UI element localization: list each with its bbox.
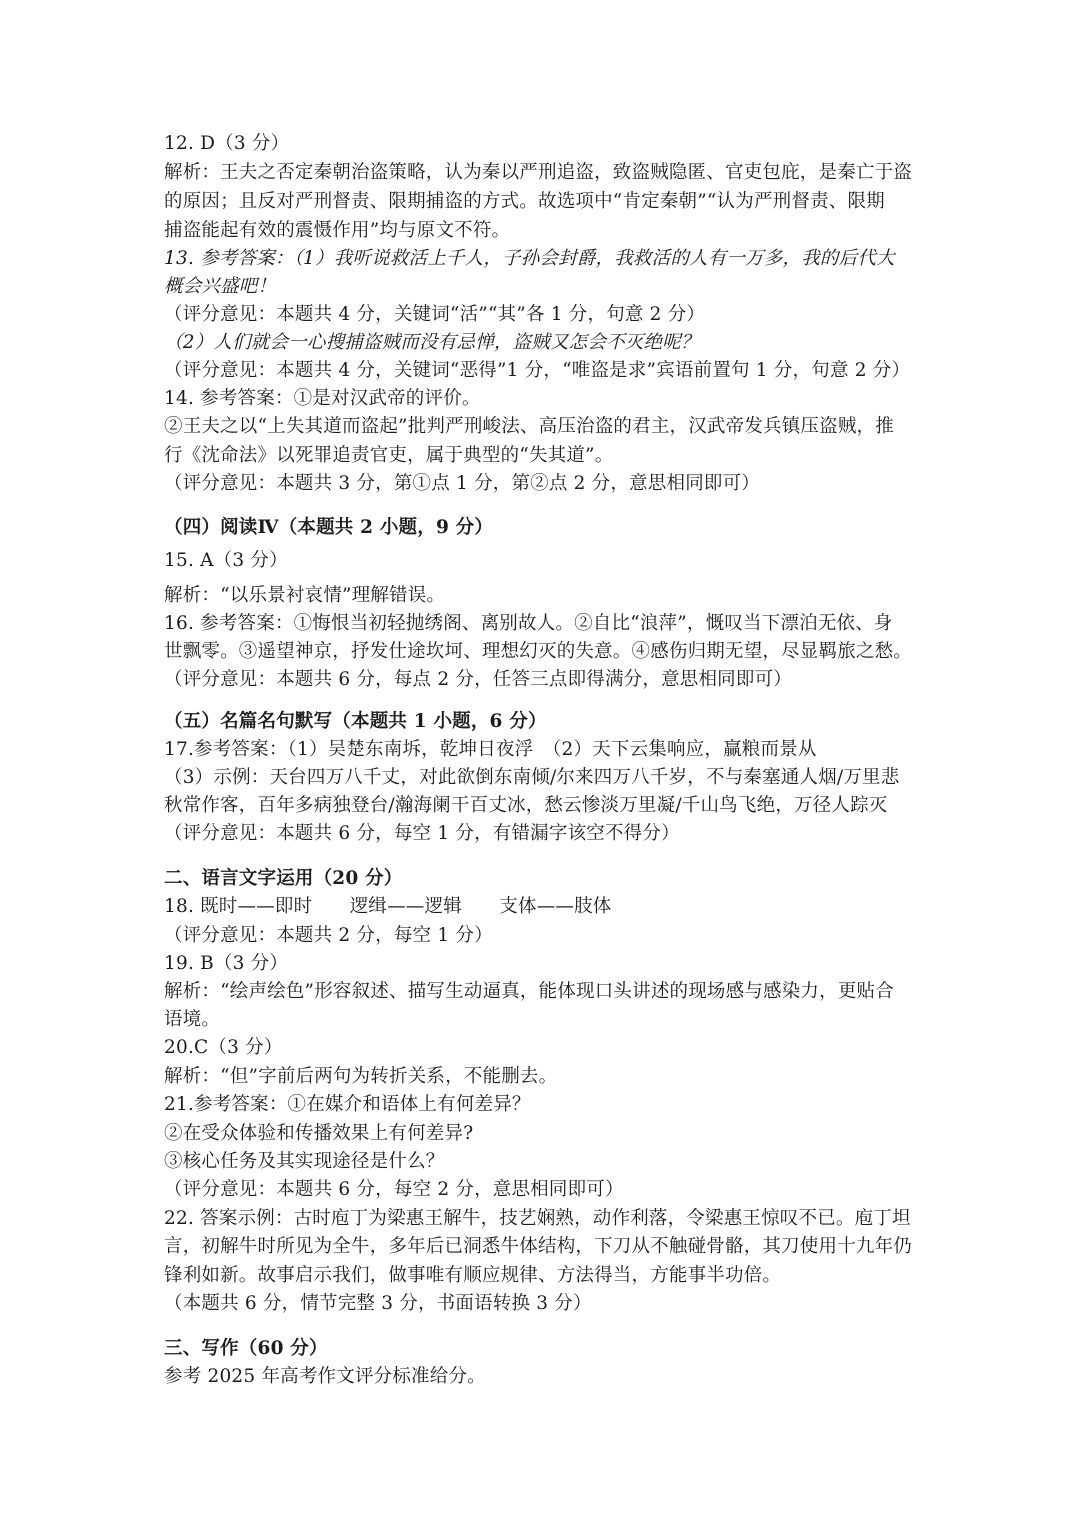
q12-analysis-line-3: 捕盗能起有效的震慑作用”均与原文不符。 (164, 220, 511, 241)
q20-analysis: 解析：“但”字前后两句为转折关系，不能删去。 (164, 1066, 558, 1087)
q16-answer-line-1: 16. 参考答案：①悔恨当初轻抛绣阁、离别故人。②自比“浪萍”，慨叹当下漂泊无依、身 (164, 613, 893, 634)
q19-answer: 19. B（3 分） (164, 953, 289, 974)
q15-answer: 15. A（3 分） (164, 550, 288, 571)
q14-answer-line-2: ②王夫之以“上失其道而盗起”批判严刑峻法、高压治盗的君主，汉武帝发兵镇压盗贼，推 (164, 416, 894, 437)
q12-answer: 12. D（3 分） (164, 133, 290, 154)
q18-scoring: （评分意见：本题共 2 分，每空 1 分） (164, 925, 493, 946)
q17-answer-line-1: 17.参考答案：（1）吴楚东南坼，乾坤日夜浮 （2）天下云集响应，赢粮而景从 (164, 739, 817, 760)
q22-scoring: （本题共 6 分，情节完整 3 分，书面语转换 3 分） (164, 1293, 592, 1314)
q13-answer-line-2: 概会兴盛吧！ (164, 276, 277, 297)
q14-answer-line-1: 14. 参考答案：①是对汉武帝的评价。 (164, 388, 481, 409)
q13-scoring-2: （评分意见：本题共 4 分，关键词“恶得”1 分，“唯盗是求”宾语前置句 1 分，句意 2 分） (164, 360, 911, 381)
section-writing-heading: 三、写作（60 分） (164, 1338, 328, 1359)
section-reading-4-heading: （四）阅读Ⅳ（本题共 2 小题，9 分） (164, 517, 494, 538)
q19-analysis-line-1: 解析：“绘声绘色”形容叙述、描写生动逼真，能体现口头讲述的现场感与感染力，更贴合 (164, 981, 894, 1002)
q13-answer-line-1: 13. 参考答案：（1）我听说救活上千人，子孙会封爵，我救活的人有一万多，我的后代大 (164, 248, 895, 269)
q22-answer-line-2: 言，初解牛时所见为全牛，多年后已洞悉牛体结构，下刀从不触碰骨骼，其刀使用十九年仍 (164, 1236, 913, 1257)
q17-answer-line-2: （3）示例：天台四万八千丈，对此欲倒东南倾/尔来四万八千岁，不与秦塞通人烟/万里悲 (164, 767, 900, 788)
q21-answer-line-3: ③核心任务及其实现途径是什么？ (164, 1151, 445, 1172)
q22-answer-line-1: 22. 答案示例：古时庖丁为梁惠王解牛，技艺娴熟，动作利落，令梁惠王惊叹不已。庖丁坦 (164, 1208, 911, 1229)
section-language-use-heading: 二、语言文字运用（20 分） (164, 868, 403, 889)
q16-scoring: （评分意见：本题共 6 分，每点 2 分，任答三点即得满分，意思相同即可） (164, 669, 792, 690)
q17-answer-line-3: 秋常作客，百年多病独登台/瀚海阑干百丈冰，愁云惨淡万里凝/千山鸟飞绝，万径人踪灭 (164, 795, 888, 816)
q20-answer: 20.C（3 分） (164, 1037, 283, 1058)
q13-answer-part-2: （2）人们就会一心搜捕盗贼而没有忌惮，盗贼又怎会不灭绝呢？ (164, 332, 700, 353)
q17-scoring: （评分意见：本题共 6 分，每空 1 分，有错漏字该空不得分） (164, 823, 680, 844)
q16-answer-line-2: 世飘零。③遥望神京，抒发仕途坎坷、理想幻灭的失意。④感伤归期无望，尽显羁旅之愁。 (164, 641, 913, 662)
q15-analysis: 解析：“以乐景衬哀情”理解错误。 (164, 585, 446, 606)
q12-analysis-line-1: 解析：王夫之否定秦朝治盗策略，认为秦以严刑追盗，致盗贼隐匿、官吏包庇，是秦亡于盗 (164, 162, 913, 183)
q12-analysis-line-2: 的原因；且反对严刑督责、限期捕盗的方式。故选项中“肯定秦朝”“认为严刑督责、限期 (164, 191, 885, 212)
q14-scoring: （评分意见：本题共 3 分，第①点 1 分，第②点 2 分，意思相同即可） (164, 473, 760, 494)
q14-answer-line-3: 行《沈命法》以死罪追责官吏，属于典型的“失其道”。 (164, 445, 614, 466)
q18-answer: 18. 既时——即时 逻缉——逻辑 支体——肢体 (164, 896, 612, 917)
q21-answer-line-2: ②在受众体验和传播效果上有何差异? (164, 1123, 474, 1144)
q22-answer-line-3: 锋利如新。故事启示我们，做事唯有顺应规律、方法得当，方能事半功倍。 (164, 1265, 782, 1286)
q21-scoring: （评分意见：本题共 6 分，每空 2 分，意思相同即可） (164, 1179, 624, 1200)
q19-analysis-line-2: 语境。 (164, 1009, 221, 1030)
q21-answer-line-1: 21.参考答案：①在媒介和语体上有何差异？ (164, 1094, 531, 1115)
q13-scoring-1: （评分意见：本题共 4 分，关键词“活”“其”各 1 分，句意 2 分） (164, 304, 706, 325)
section-recitation-heading: （五）名篇名句默写（本题共 1 小题，6 分） (164, 711, 547, 732)
writing-scoring-note: 参考 2025 年高考作文评分标准给分。 (164, 1366, 486, 1387)
